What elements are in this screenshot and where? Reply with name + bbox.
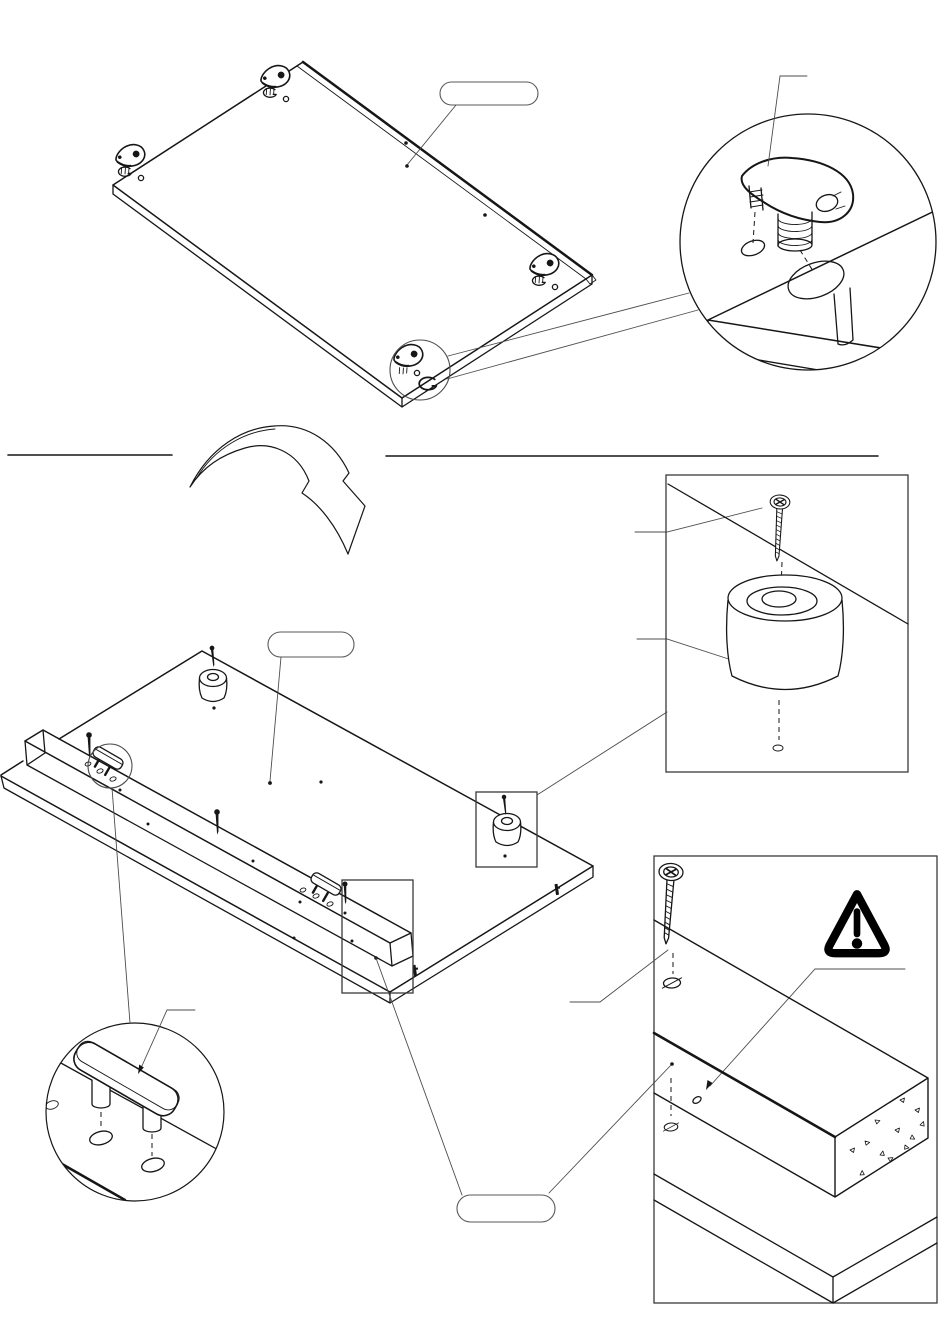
- step2-diagram: [1, 475, 937, 1303]
- foot-detail-box: [666, 475, 908, 772]
- pilot-hole: [692, 1095, 703, 1105]
- callout-pill-panel-2: [268, 632, 354, 781]
- leader-line: [112, 788, 130, 1023]
- detail-panel-corner: [708, 206, 945, 385]
- glide-detail-circle-large: [45, 788, 224, 1210]
- countersink-symbol: [662, 977, 683, 988]
- leader-line: [376, 958, 462, 1195]
- corner-detail-circle-large: [680, 76, 945, 385]
- detail-screw: [654, 863, 684, 945]
- detail-cam-fitting: [742, 158, 854, 251]
- cam-fitting-1: [258, 62, 294, 101]
- detail-panel-below: [654, 1174, 937, 1303]
- cam-fitting-2: [113, 141, 149, 180]
- screw-detail-box: [570, 856, 937, 1303]
- section-divider: [8, 455, 878, 456]
- callout-pill-rail: [457, 1195, 555, 1222]
- warning-icon: [828, 894, 885, 953]
- detail-foot: [727, 575, 844, 690]
- glide-tab-2: [300, 871, 343, 907]
- rail-screw-2: [213, 809, 220, 835]
- fitting-leader-line: [768, 76, 807, 166]
- mounting-rail: [25, 730, 413, 966]
- warning-leader-line: [710, 969, 905, 1086]
- detail-leader-line: [448, 293, 689, 356]
- particle-texture: [850, 1098, 925, 1177]
- detail-foot-screw: [767, 495, 790, 562]
- step1-diagram: [113, 62, 945, 407]
- detail-screw-leader-line: [570, 950, 668, 1002]
- step1-panel: [113, 62, 596, 407]
- foot-2: [493, 814, 521, 846]
- detail-glide-bar: [69, 1038, 183, 1121]
- foot-screw-2: [502, 795, 506, 815]
- cam-fitting-3: [527, 250, 563, 289]
- callout-pill-panel: [405, 82, 538, 168]
- cam-fitting-4: [391, 341, 436, 389]
- detail-beam: [654, 920, 928, 1197]
- leader-line: [537, 712, 667, 795]
- flip-arrow-icon: [190, 426, 365, 554]
- cam-pin: [555, 884, 561, 896]
- foot-1: [199, 670, 227, 702]
- countersink-symbol: [663, 1122, 680, 1131]
